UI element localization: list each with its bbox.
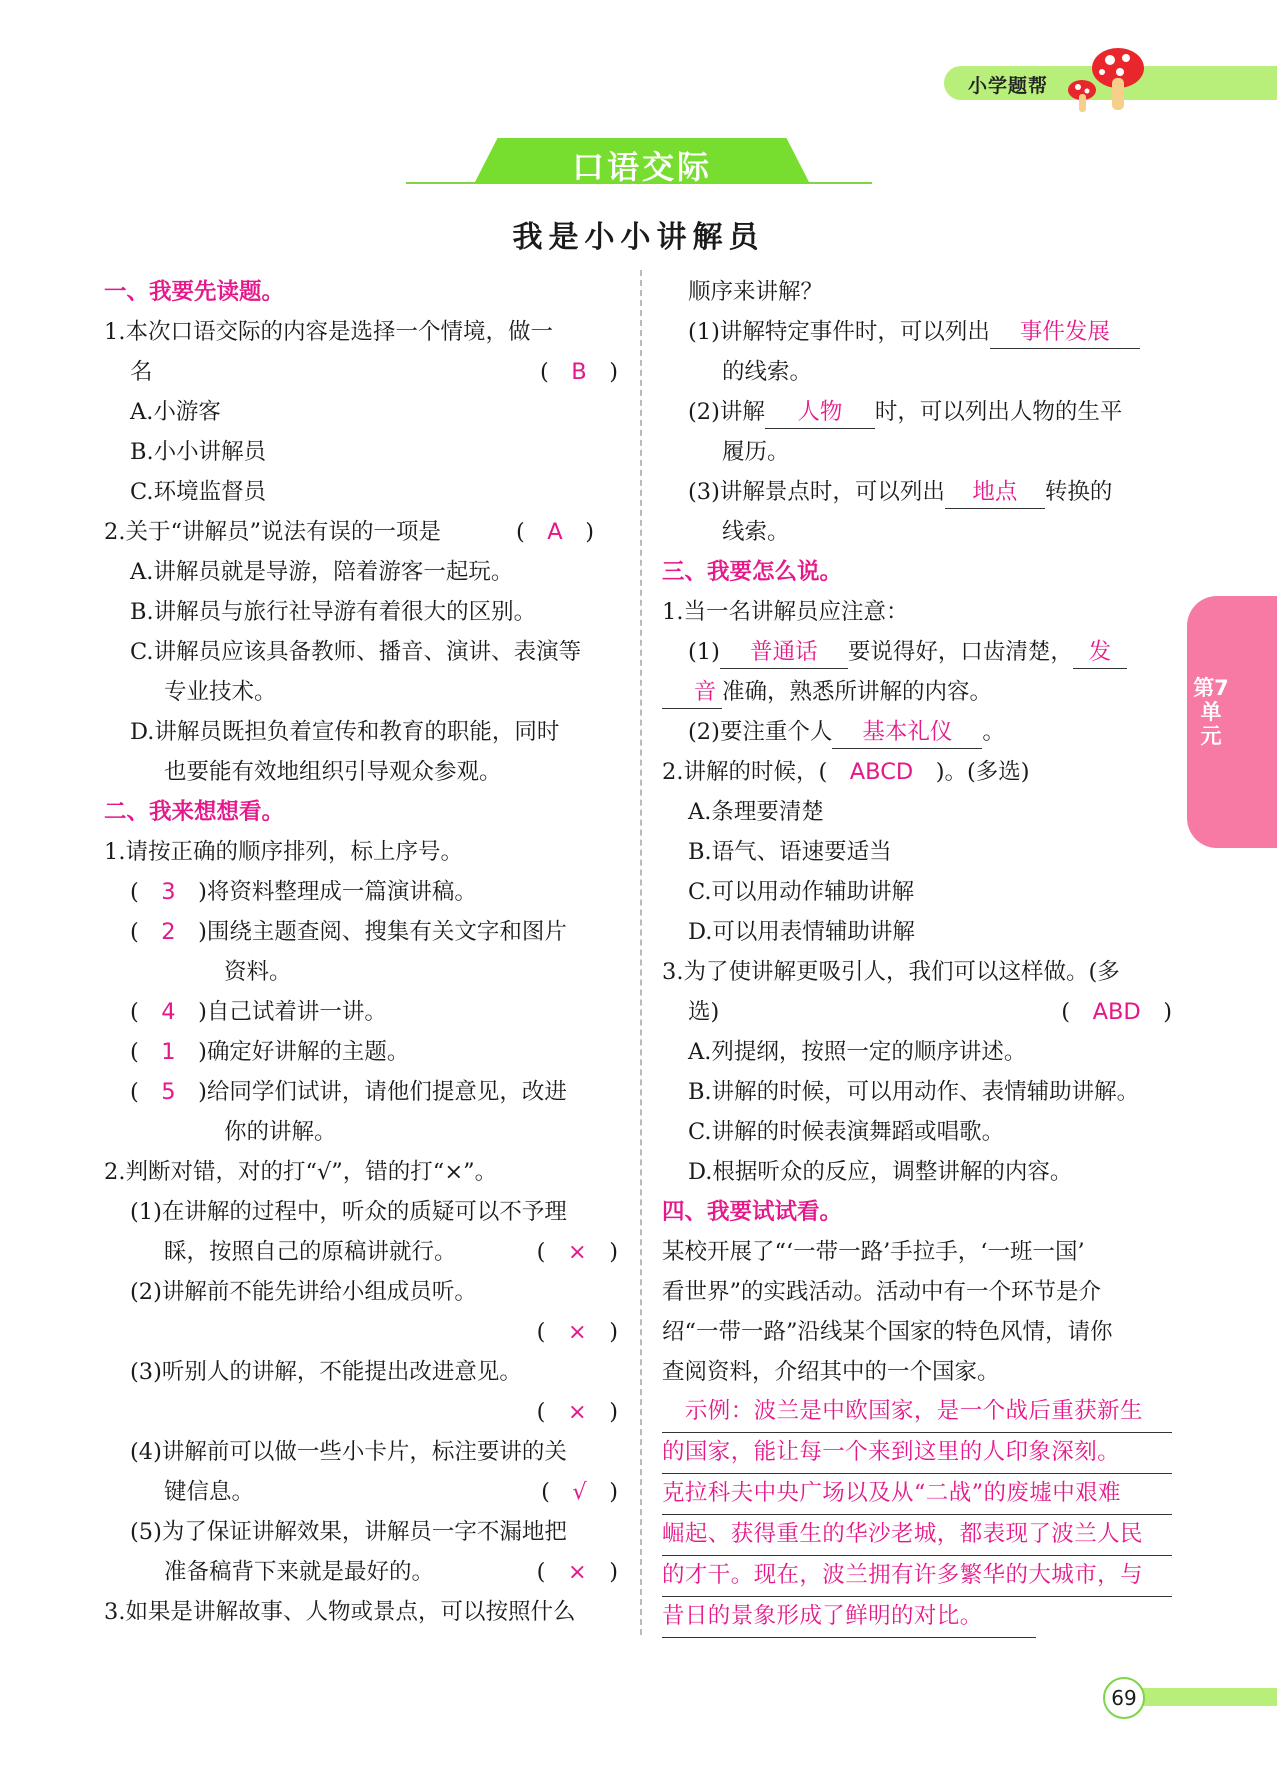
judge-item: (2)讲解前不能先讲给小组成员听。 [130, 1279, 477, 1305]
order-item: ( 5 )给同学们试讲，请他们提意见，改进 [130, 1079, 567, 1105]
example-answer-line: 崛起、获得重生的华沙老城，都表现了波兰人民 [662, 1515, 1172, 1556]
option: C.讲解的时候表演舞蹈或唱歌。 [688, 1119, 1005, 1145]
example-answer-line: 的才干。现在，波兰拥有许多繁华的大城市，与 [662, 1556, 1172, 1597]
option: C.环境监督员 [130, 479, 267, 505]
option: B.讲解员与旅行社导游有着很大的区别。 [130, 599, 537, 625]
judge-item-cont: 睬，按照自己的原稿讲就行。 ( × ) [164, 1239, 618, 1265]
judge-item-cont: 键信息。 ( √ ) [164, 1479, 618, 1505]
paragraph-line: 查阅资料，介绍其中的一个国家。 [662, 1359, 1000, 1385]
option: D.可以用表情辅助讲解 [688, 919, 915, 945]
section-heading: 三、我要怎么说。 [662, 559, 843, 585]
judge-item: (3)听别人的讲解，不能提出改进意见。 [130, 1359, 522, 1385]
section-heading: 二、我来想想看。 [104, 799, 285, 825]
judge-item: (5)为了保证讲解效果，讲解员一字不漏地把 [130, 1519, 567, 1545]
question-text: 2.关于“讲解员”说法有误的一项是 ( A ) [104, 519, 594, 545]
paragraph-line: 看世界”的实践活动。活动中有一个环节是介 [662, 1279, 1102, 1305]
option-cont: 也要能有效地组织引导观众参观。 [164, 759, 502, 785]
option: B.讲解的时候，可以用动作、表情辅助讲解。 [688, 1079, 1140, 1105]
option: A.列提纲，按照一定的顺序讲述。 [688, 1039, 1027, 1065]
fill-item: (3)讲解景点时，可以列出 地点 转换的 [662, 472, 1172, 512]
unit-label: 第7单元 [1193, 676, 1229, 748]
fill-item: (2)讲解 人物 时，可以列出人物的生平 [662, 392, 1172, 432]
judge-item: (4)讲解前可以做一些小卡片，标注要讲的关 [130, 1439, 567, 1465]
example-answer-line: 克拉科夫中央广场以及从“二战”的废墟中艰难 [662, 1474, 1172, 1515]
lesson-subtitle: 我是小小讲解员 [512, 220, 765, 255]
question-text-cont: 选) ( ABD ) [688, 999, 1172, 1025]
example-answer-line: 示例：波兰是中欧国家，是一个战后重获新生 [662, 1392, 1172, 1433]
section-heading: 四、我要试试看。 [662, 1199, 843, 1225]
option: A.小游客 [130, 399, 221, 425]
question-text: 名 ( B ) [130, 359, 618, 385]
answer: B [571, 359, 587, 385]
fill-item-cont: 音 准确，熟悉所讲解的内容。 [662, 672, 1172, 712]
judge-item-cont: 准备稿背下来就是最好的。 ( × ) [164, 1559, 618, 1585]
question-text: 2.讲解的时候，( ABCD )。(多选) [662, 759, 1030, 785]
order-item-cont: 你的讲解。 [224, 1119, 337, 1145]
option: D.根据听众的反应，调整讲解的内容。 [688, 1159, 1073, 1185]
option: C.可以用动作辅助讲解 [688, 879, 915, 905]
page-number: 69 [1103, 1677, 1145, 1719]
section-heading: 一、我要先读题。 [104, 279, 285, 305]
question-text: 2.判断对错，对的打“√”，错的打“×”。 [104, 1159, 498, 1185]
order-item-cont: 资料。 [224, 959, 292, 985]
judge-item: (1)在讲解的过程中，听众的质疑可以不予理 [130, 1199, 567, 1225]
left-column [104, 272, 618, 1632]
judge-answer: ( × ) [536, 1319, 618, 1345]
column-divider [640, 270, 642, 1635]
fill-item-cont: 履历。 [722, 439, 790, 465]
page-title: 口语交际 [571, 148, 712, 186]
option: D.讲解员既担负着宣传和教育的职能，同时 [130, 719, 560, 745]
question-text: 3.如果是讲解故事、人物或景点，可以按照什么 [104, 1599, 576, 1625]
fill-item: (1) 普通话 要说得好，口齿清楚， 发 [662, 632, 1172, 672]
order-item: ( 2 )围绕主题查阅、搜集有关文字和图片 [130, 919, 567, 945]
option: B.语气、语速要适当 [688, 839, 892, 865]
brand-label: 小学题帮 [968, 75, 1049, 97]
question-text-cont: 顺序来讲解？ [688, 279, 824, 305]
judge-answer: ( × ) [536, 1399, 618, 1425]
question-text: 1.当一名讲解员应注意： [662, 599, 909, 625]
order-item: ( 3 )将资料整理成一篇演讲稿。 [130, 879, 477, 905]
fill-item-cont: 的线索。 [722, 359, 813, 385]
option-cont: 专业技术。 [164, 679, 277, 705]
option: A.条理要清楚 [688, 799, 824, 825]
option: A.讲解员就是导游，陪着游客一起玩。 [130, 559, 514, 585]
paragraph-line: 绍“一带一路”沿线某个国家的特色风情，请你 [662, 1319, 1113, 1345]
example-answer-line: 的国家，能让每一个来到这里的人印象深刻。 [662, 1433, 1172, 1474]
page-bar [1128, 1688, 1277, 1706]
mushroom-icon [1060, 38, 1150, 118]
question-text: 3.为了使讲解更吸引人，我们可以这样做。(多 [662, 959, 1120, 985]
order-item: ( 1 )确定好讲解的主题。 [130, 1039, 410, 1065]
question-text: 1.本次口语交际的内容是选择一个情境，做一 [104, 319, 553, 345]
paragraph-line: 某校开展了“‘一带一路’手拉手，‘一班一国’ [662, 1239, 1085, 1265]
order-item: ( 4 )自己试着讲一讲。 [130, 999, 387, 1025]
right-column [662, 272, 1172, 1638]
example-answer-line: 昔日的景象形成了鲜明的对比。 [662, 1597, 1036, 1638]
fill-item: (2)要注重个人 基本礼仪 。 [662, 712, 1172, 752]
fill-item: (1)讲解特定事件时，可以列出 事件发展 [662, 312, 1172, 352]
option: C.讲解员应该具备教师、播音、演讲、表演等 [130, 639, 582, 665]
question-text: 1.请按正确的顺序排列，标上序号。 [104, 839, 463, 865]
fill-item-cont: 线索。 [722, 519, 790, 545]
answer: A [547, 519, 563, 545]
option: B.小小讲解员 [130, 439, 267, 465]
